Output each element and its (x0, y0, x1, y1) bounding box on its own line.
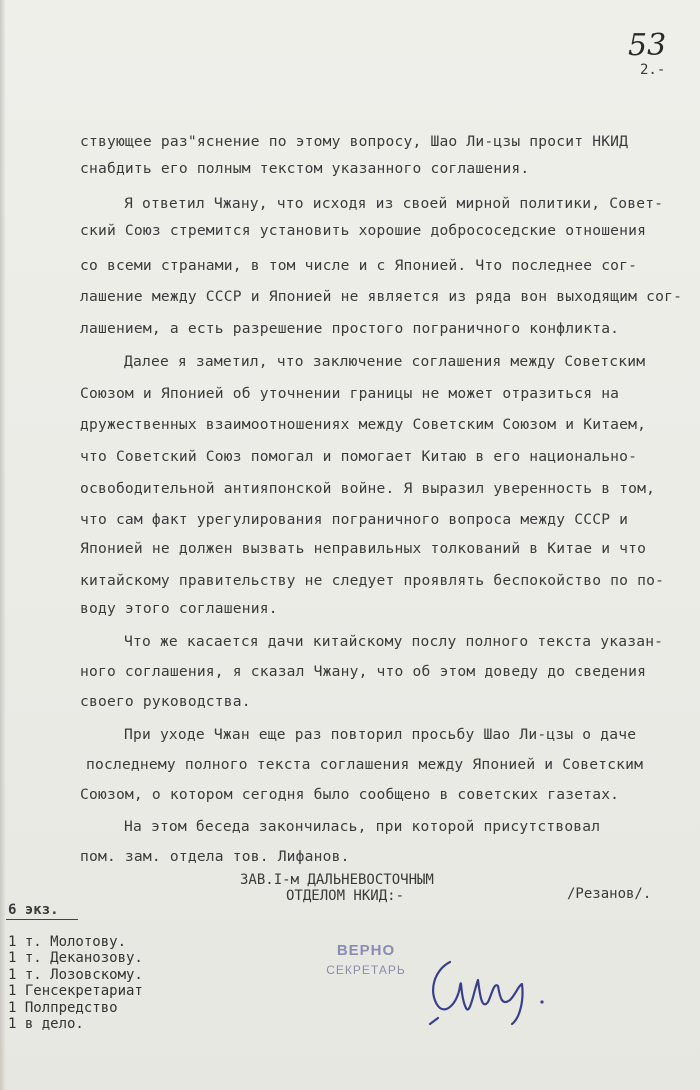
body-line: последнему полного текста соглашения между Японией и Советским (86, 756, 644, 773)
page-binding-edge (0, 0, 6, 1090)
body-line: что сам факт урегулирования пограничного вопроса между СССР и (80, 511, 629, 528)
body-line: Я ответил Чжану, что исходя из своей мирной политики, Совет- (124, 195, 664, 212)
body-line: воду этого соглашения. (80, 600, 278, 617)
signature-title-line-1: ЗАВ.I-м ДАЛЬНЕВОСТОЧНЫМ (240, 872, 434, 888)
body-line: пом. зам. отдела тов. Лифанов. (80, 848, 350, 865)
distribution-item: 1 т. Молотову. (8, 934, 127, 950)
distribution-item: 1 в дело. (8, 1016, 84, 1033)
distribution-item: 1 т. Деканозову. (8, 950, 143, 967)
body-line: китайскому правительству не следует проявлять беспокойство по по- (80, 572, 665, 589)
verification-stamp (318, 942, 414, 988)
copies-underline (6, 919, 78, 920)
stamp-line-1: ВЕРНО (336, 942, 396, 959)
distribution-item: 1 т. Лозовскому. (8, 966, 143, 983)
handwritten-signature (420, 940, 570, 1030)
body-line: ствующее раз"яснение по этому вопросу, Шао Ли-цзы просит НКИД (80, 133, 629, 150)
body-line: На этом беседа закончилась, при которой присутствовал (124, 818, 601, 835)
body-line: своего руководства. (80, 693, 251, 710)
body-line: со всеми странами, в том числе и с Японией. Что последнее сог- (80, 257, 638, 274)
signatory-name: /Резанов/. (567, 886, 652, 902)
body-line: снабдить его полным текстом указанного соглашения. (80, 160, 530, 177)
distribution-list (8, 934, 143, 1032)
signature-title (240, 872, 434, 904)
stamp-line-2: СЕКРЕТАРЬ (326, 963, 406, 977)
body-line: что Советский Союз помогал и помогает Китаю в его национально- (80, 448, 638, 465)
body-line: лашение между СССР и Японией не является из ряда вон выходящим сог- (80, 288, 683, 305)
body-line: лашением, а есть разрешение простого пограничного конфликта. (80, 320, 620, 337)
distribution-item: 1 Полпредство (8, 999, 118, 1016)
body-line: ский Союз стремится установить хорошие добрососедские отношения (80, 222, 647, 239)
body-line: Далее я заметил, что заключение соглашения между Советским (124, 353, 646, 370)
body-line: Союзом и Японией об уточнении границы не может отразиться на (80, 385, 620, 402)
body-line: освободительной антияпонской войне. Я выразил уверенность в том, (80, 480, 656, 497)
body-line: Союзом, о котором сегодня было сообщено в советских газетах. (80, 786, 620, 803)
body-line: При уходе Чжан еще раз повторил просьбу Шао Ли-цзы о даче (124, 726, 637, 743)
body-line: Что же касается дачи китайскому послу полного текста указан- (124, 633, 664, 650)
body-line: Японией не должен вызвать неправильных толкований в Китае и что (80, 540, 647, 557)
signature-title-line-2: ОТДЕЛОМ НКИД:- (286, 888, 405, 904)
body-line: ного соглашения, я сказал Чжану, что об этом доведу до сведения (80, 663, 647, 680)
distribution-item: 1 Генсекретариат (8, 983, 143, 1000)
copies-count: 6 экз. (8, 902, 59, 918)
typed-page-number: 2.- (640, 62, 666, 78)
body-line: дружественных взаимоотношениях между Советским Союзом и Китаем, (80, 416, 647, 433)
handwritten-page-number: 53 (628, 28, 667, 63)
